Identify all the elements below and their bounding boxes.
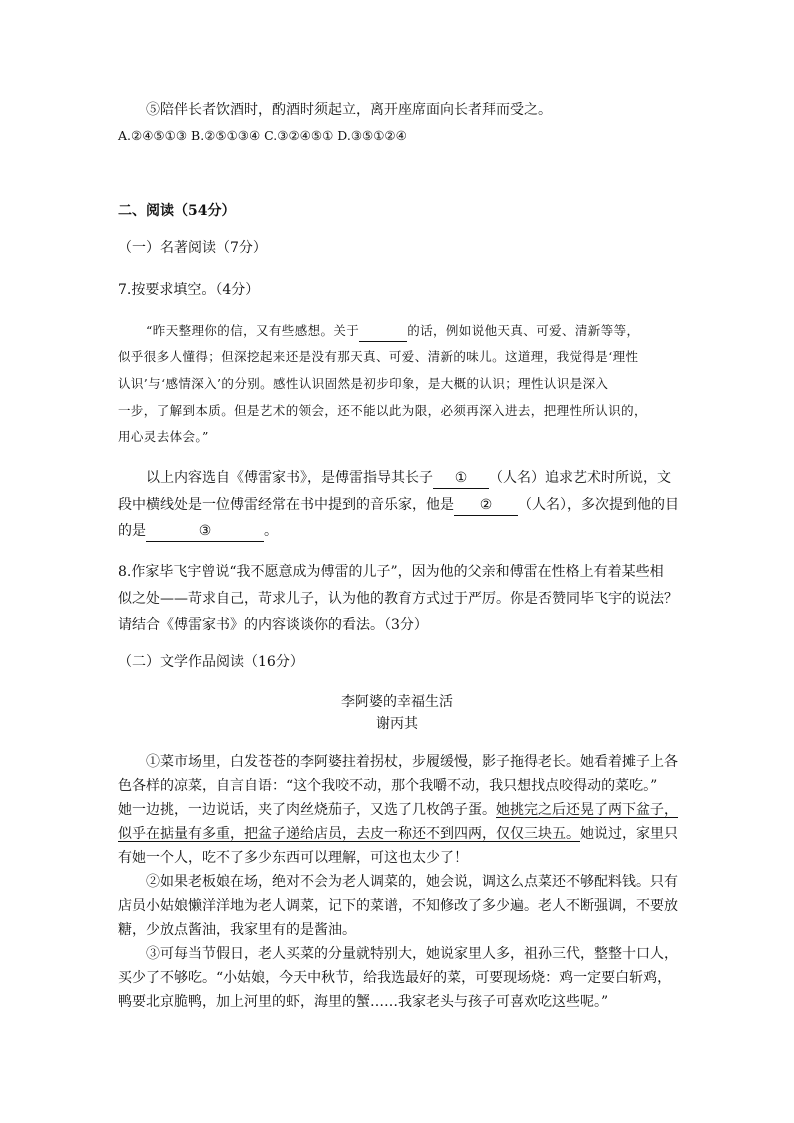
section-title: 二、阅读（54分） xyxy=(118,203,236,219)
article-paragraph-line: 色各样的凉菜，自言自语：“这个我咬不动，那个我嚼不动，我只想找点咬得动的菜吃。” xyxy=(118,778,658,794)
q7-fill-text: 的是 xyxy=(118,523,146,539)
article-title: 李阿婆的幸福生活 xyxy=(341,694,453,710)
q7-quote-blank xyxy=(359,321,407,342)
article-paragraph-line: 鸭要北京脆鸭，加上河里的虾，海里的蟹……我家老头与孩子可喜欢吃这些呢。” xyxy=(118,994,609,1010)
q8-line: 请结合《傅雷家书》的内容谈谈你的看法。（3分） xyxy=(118,617,428,633)
underlined-sentence: 她挑完之后还晃了两下盆子， xyxy=(496,802,678,818)
part2-title: （二）文学作品阅读（16分） xyxy=(118,654,304,670)
article-text: 她说过，家里只 xyxy=(580,826,678,842)
q7-fill-text: 段中横线处是一位傅雷经常在书中提到的音乐家，他是 xyxy=(118,497,454,513)
article-paragraph-line: 店员小姑娘懒洋洋地为老人调菜，记下的菜谱，不知修改了多少遍。老人不断强调，不要放 xyxy=(118,898,678,914)
q7-prompt: 7.按要求填空。（4分） xyxy=(118,282,260,298)
article-text: 她一边挑，一边说话，夹了肉丝烧茄子，又选了几枚鸽子蛋。 xyxy=(118,802,496,818)
article-paragraph-line: 糖，少放点酱油，我家里有的是酱油。 xyxy=(118,922,356,938)
article-paragraph-line: ①菜市场里，白发苍苍的李阿婆拄着拐杖，步履缓慢，影子拖得老长。她看着摊子上各 xyxy=(146,754,678,770)
article-paragraph-line: ②如果老板娘在场，绝对不会为老人调菜的，她会说，调这么点菜还不够配料钱。只有 xyxy=(146,874,678,890)
q7-quote-line: 似乎很多人懂得；但深挖起来还是没有那天真、可爱、清新的味儿。这道理，我觉得是‘理性 xyxy=(118,349,639,364)
q7-fill-line xyxy=(118,495,679,516)
article-paragraph-line: 有她一个人，吃不了多少东西可以理解，可这也太少了！ xyxy=(118,850,468,866)
q7-quote-text: 的话，例如说他天真、可爱、清新等等， xyxy=(407,323,640,338)
q7-quote-text: “昨天整理你的信，又有些感想。关于 xyxy=(146,323,360,338)
q7-fill-text: （人名）追求艺术时所说，文 xyxy=(489,470,671,486)
article-paragraph-line: 买少了不够吃。“小姑娘，今天中秋节，给我选最好的菜，可要现场烧：鸡一定要白斩鸡， xyxy=(118,970,672,986)
article-paragraph-line xyxy=(118,800,678,820)
q7-fill-text: （人名），多次提到他的目 xyxy=(518,497,679,513)
q7-fill-text: 以上内容选自《傅雷家书》，是傅雷指导其长子 xyxy=(146,470,433,486)
q7-fill-line xyxy=(118,521,278,542)
q7-blank-3: ③ xyxy=(146,521,264,542)
q7-quote-line: 用心灵去体会。” xyxy=(118,429,209,444)
q7-quote-line xyxy=(146,321,639,342)
article-paragraph-line xyxy=(118,824,678,844)
q6-item5: ⑤陪伴长者饮酒时，酌酒时须起立，离开座席面向长者拜而受之。 xyxy=(146,102,552,118)
part1-title: （一）名著阅读（7分） xyxy=(118,240,267,256)
q7-blank-1: ① xyxy=(433,468,489,489)
q8-line: 似之处——苛求自己，苛求儿子，认为他的教育方式过于严厉。你是否赞同毕飞宇的说法？ xyxy=(118,591,678,607)
q6-options: A.②④⑤①③ B.②⑤①③④ C.③②④⑤① D.③⑤①②④ xyxy=(118,128,407,143)
q7-fill-line xyxy=(146,468,671,489)
article-author: 谢丙其 xyxy=(376,716,418,732)
q7-blank-2: ② xyxy=(454,495,518,516)
q7-quote-line: 认识’与‘感情深入’的分别。感性认识固然是初步印象，是大概的认识；理性认识是深入 xyxy=(118,376,609,391)
q7-fill-text: 。 xyxy=(264,523,278,539)
underlined-sentence: 似乎在掂量有多重，把盆子递给店员，去皮一称还不到四两，仅仅三块五。 xyxy=(118,826,580,842)
article-paragraph-line: ③可每当节假日，老人买菜的分量就特别大，她说家里人多，祖孙三代，整整十口人， xyxy=(146,946,678,962)
q8-line: 8.作家毕飞宇曾说“我不愿意成为傅雷的儿子”，因为他的父亲和傅雷在性格上有着某些相 xyxy=(118,564,664,580)
q7-quote-line: 一步，了解到本质。但是艺术的领会，还不能以此为限，必须再深入进去，把理性所认识的， xyxy=(118,403,647,418)
